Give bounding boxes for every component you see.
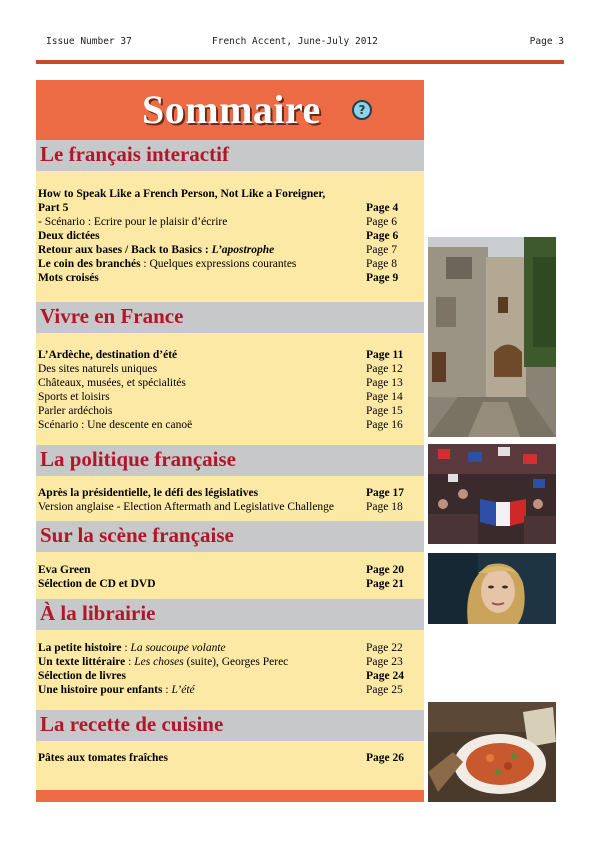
toc-entry[interactable] (38, 348, 422, 362)
entry-page: Page 9 (366, 272, 399, 284)
header-rule (36, 60, 564, 64)
bottom-bar (36, 790, 424, 802)
section-title: Sur la scène française (40, 523, 234, 547)
section-title: La politique française (40, 447, 237, 471)
entry-title: Eva Green (38, 564, 91, 576)
entry-page: Page 16 (366, 419, 403, 431)
magazine-title: French Accent, June-July 2012 (212, 36, 378, 47)
sommaire-banner (36, 80, 424, 140)
entry-page: Page 24 (366, 670, 405, 682)
toc-entry[interactable] (38, 669, 422, 683)
entry-page: Page 20 (366, 564, 405, 576)
entry-page: Page 6 (366, 216, 397, 228)
entry-page: Page 22 (366, 642, 403, 654)
page-header (36, 36, 564, 52)
toc-entry[interactable] (38, 229, 422, 243)
entry-page: Page 25 (366, 684, 403, 696)
toc-entry[interactable] (38, 683, 422, 697)
toc-entry[interactable] (38, 486, 422, 500)
entry-page: Page 13 (366, 377, 403, 389)
toc-entry[interactable] (38, 577, 422, 591)
toc-entry[interactable] (38, 751, 422, 765)
section-header-scene (36, 521, 424, 552)
entry-title-bold: Une histoire pour enfants (38, 684, 163, 696)
entry-title (38, 641, 226, 655)
entry-page: Page 21 (366, 578, 405, 590)
entry-page: Page 7 (366, 244, 397, 256)
toc-entry[interactable] (38, 655, 422, 669)
entry-title: Version anglaise - Election Aftermath and Legislative Challenge (38, 501, 335, 513)
entry-title-rest: : Quelques expressions courantes (140, 258, 297, 270)
toc-entry[interactable] (38, 500, 422, 514)
entry-page: Page 8 (366, 258, 397, 270)
entry-title: Parler ardéchois (38, 405, 113, 417)
entry-title (38, 243, 274, 257)
entry-title (38, 683, 195, 697)
entry-page: Page 18 (366, 501, 403, 513)
section-title: La recette de cuisine (40, 712, 224, 736)
issue-number: Issue Number 37 (46, 36, 132, 47)
entry-page: Page 11 (366, 349, 404, 361)
section-header-politique (36, 445, 424, 476)
election-crowd-photo (428, 444, 556, 544)
question-icon: ? (352, 100, 372, 120)
entry-title: Sélection de CD et DVD (38, 578, 156, 590)
toc-entry[interactable] (38, 201, 422, 215)
page-number: Page 3 (529, 36, 564, 47)
toc-entry[interactable] (38, 641, 422, 655)
entry-page: Page 6 (366, 230, 399, 242)
toc-entry[interactable] (38, 243, 422, 257)
section-header-recette (36, 710, 424, 741)
entry-title-italic: L’été (171, 684, 195, 696)
entry-page: Page 14 (366, 391, 403, 403)
entry-title-bold: La petite histoire (38, 642, 122, 654)
eva-green-photo (428, 553, 556, 624)
entry-title: Scénario : Une descente en canoë (38, 419, 193, 431)
entry-page: Page 23 (366, 656, 403, 668)
entry-title: Sélection de livres (38, 670, 126, 682)
entry-title-bold: Retour aux bases / Back to Basics : (38, 244, 212, 256)
entry-title-italic: La soucoupe volante (130, 642, 226, 654)
entry-title-tail: (suite), Georges Perec (183, 656, 289, 668)
entry-title-rest: : (162, 684, 172, 696)
toc-entry[interactable] (38, 376, 422, 390)
section-title: À la librairie (40, 601, 156, 625)
entry-title: Châteaux, musées, et spécialités (38, 377, 186, 389)
entry-page: Page 12 (366, 363, 403, 375)
entry-title: How to Speak Like a French Person, Not Like a Foreigner, (38, 188, 326, 200)
village-street-photo (428, 237, 556, 437)
toc-entry[interactable] (38, 390, 422, 404)
section-header-francais-interactif (36, 140, 424, 171)
entry-title: Part 5 (38, 202, 69, 214)
section-title: Le français interactif (40, 142, 229, 166)
entry-title-rest: : (121, 642, 131, 654)
entry-page: Page 4 (366, 202, 399, 214)
toc-entry[interactable] (38, 362, 422, 376)
pasta-dish-photo (428, 702, 556, 802)
entry-title: - Scénario : Ecrire pour le plaisir d’écrire (38, 216, 228, 228)
toc-entry[interactable] (38, 418, 422, 432)
entry-page: Page 17 (366, 487, 405, 499)
entry-title: Deux dictées (38, 230, 100, 242)
toc-entry[interactable] (38, 257, 422, 271)
entry-title: L’Ardèche, destination d’été (38, 349, 178, 361)
toc-entry[interactable] (38, 187, 422, 201)
entry-title-bold: Le coin des branchés (38, 258, 141, 270)
entry-title: Après la présidentielle, le défi des législatives (38, 487, 259, 499)
entry-title-rest: : (125, 656, 135, 668)
entry-title: Des sites naturels uniques (38, 363, 158, 375)
entry-title: Mots croisés (38, 272, 99, 284)
entry-title: Sports et loisirs (38, 391, 110, 403)
entry-page: Page 26 (366, 752, 405, 764)
section-header-vivre-en-france (36, 302, 424, 333)
section-header-librairie (36, 599, 424, 630)
toc-entry[interactable] (38, 271, 422, 285)
entry-title-bold: Un texte littéraire (38, 656, 126, 668)
entry-title-italic: Les choses (134, 656, 184, 668)
table-of-contents (36, 80, 424, 802)
sommaire-title: Sommaire (142, 87, 321, 132)
entry-page: Page 15 (366, 405, 403, 417)
entry-title (38, 655, 288, 669)
entry-title: Pâtes aux tomates fraîches (38, 752, 168, 764)
toc-entry[interactable] (38, 563, 422, 577)
toc-entry[interactable] (38, 215, 422, 229)
section-title: Vivre en France (40, 304, 184, 328)
toc-entry[interactable] (38, 404, 422, 418)
entry-title (38, 257, 296, 271)
entry-title-italic: L’apostrophe (211, 244, 275, 256)
